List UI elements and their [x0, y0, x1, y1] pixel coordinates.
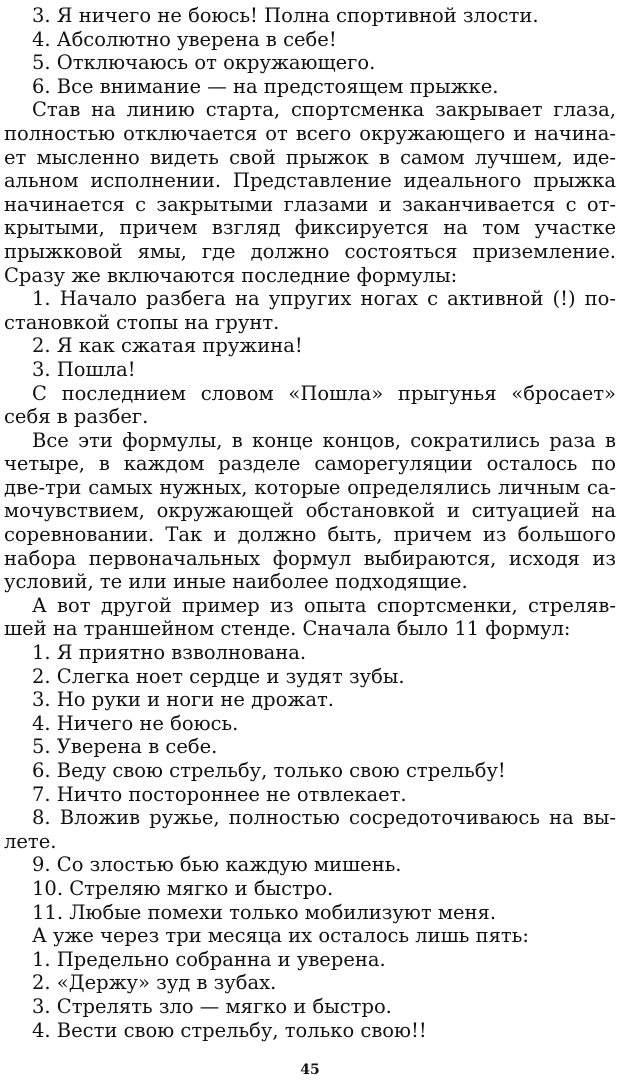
text-line: 1. Я приятно взволнована.	[32, 641, 307, 665]
text-line: Все эти формулы, в конце концов, сократились раза в	[32, 428, 616, 452]
text-line: набора первоначальных формул выбираются, исходя из	[4, 546, 616, 570]
text-line: 9. Со злостью бью каждую мишень.	[32, 853, 402, 877]
text-line: 2. Я как сжатая пружина!	[32, 334, 303, 358]
text-line: мочувствием, окружающей обстановкой и ситуацией на	[4, 499, 616, 523]
text-line: лете.	[4, 829, 57, 853]
text-line: 3. Я ничего не боюсь! Полна спортивной злости.	[32, 4, 539, 27]
text-line: начинается с закрытыми глазами и заканчивается с от-	[4, 192, 616, 216]
page-number: 45	[300, 1062, 320, 1078]
text-line: крытыми, причем взгляд фиксируется на том участке	[4, 216, 616, 240]
text-line: условий, те или иные наиболее подходящие.	[4, 570, 468, 594]
text-line: 2. «Держу» зуд в зубах.	[32, 971, 277, 995]
text-line: 7. Ничто постороннее не отвлекает.	[32, 782, 407, 806]
text-line: шей на траншейном стенде. Сначала было 11 формул:	[4, 617, 571, 641]
text-line: 8. Вложив ружье, полностью сосредоточиваюсь на вы-	[32, 806, 616, 830]
text-line: Сразу же включаются последние формулы:	[4, 263, 458, 287]
text-line: 4. Вести свою стрельбу, только свою!!	[32, 1018, 427, 1042]
text-line: четыре, в каждом разделе саморегуляции осталось по	[4, 452, 616, 476]
text-line: 6. Веду свою стрельбу, только свою стрельбу!	[32, 759, 506, 782]
text-line: А вот другой пример из опыта спортсменки, стреляв-	[32, 593, 616, 617]
text-line: ет мысленно видеть свой прыжок в самом лучшем, иде-	[4, 145, 616, 169]
text-line: 11. Любые помехи только мобилизуют меня.	[32, 900, 497, 924]
text-line: 6. Все внимание — на предстоящем прыжке.	[32, 74, 499, 98]
text-line: А уже через три месяца их осталось лишь пять:	[32, 924, 529, 948]
text-line: 1. Начало разбега на упругих ногах с активной (!) по-	[32, 287, 616, 311]
text-line: 1. Предельно собранна и уверена.	[32, 947, 386, 971]
text-line: 4. Абсолютно уверена в себе!	[32, 27, 337, 51]
text-line: полностью отключается от всего окружающего и начина-	[4, 121, 616, 145]
text-line: 10. Стреляю мягко и быстро.	[32, 876, 334, 900]
text-line: 3. Пошла!	[32, 357, 136, 381]
text-line: 2. Слегка ноет сердце и зудят зубы.	[32, 664, 405, 688]
text-line: Став на линию старта, спортсменка закрывает глаза,	[32, 98, 616, 122]
text-line: себя в разбег.	[4, 405, 149, 429]
text-line: две-три самых нужных, которые определялись личным са-	[4, 475, 616, 499]
text-line: альном исполнении. Представление идеального прыжка	[4, 169, 616, 193]
text-line: С последнием словом «Пошла» прыгунья «бросает»	[32, 381, 616, 405]
text-line: 3. Но руки и ноги не дрожат.	[32, 688, 334, 712]
page-body-text	[4, 4, 616, 1042]
text-line: 3. Стрелять зло — мягко и быстро.	[32, 994, 392, 1018]
text-line: 5. Отключаюсь от окружающего.	[32, 51, 376, 75]
text-line: становкой стопы на грунт.	[4, 310, 280, 334]
text-line: 5. Уверена в себе.	[32, 735, 218, 759]
text-line: соревновании. Так и должно быть, причем из большого	[4, 523, 616, 547]
text-line: прыжковой ямы, где должно состояться приземление.	[4, 239, 616, 263]
text-line: 4. Ничего не боюсь.	[32, 711, 239, 735]
